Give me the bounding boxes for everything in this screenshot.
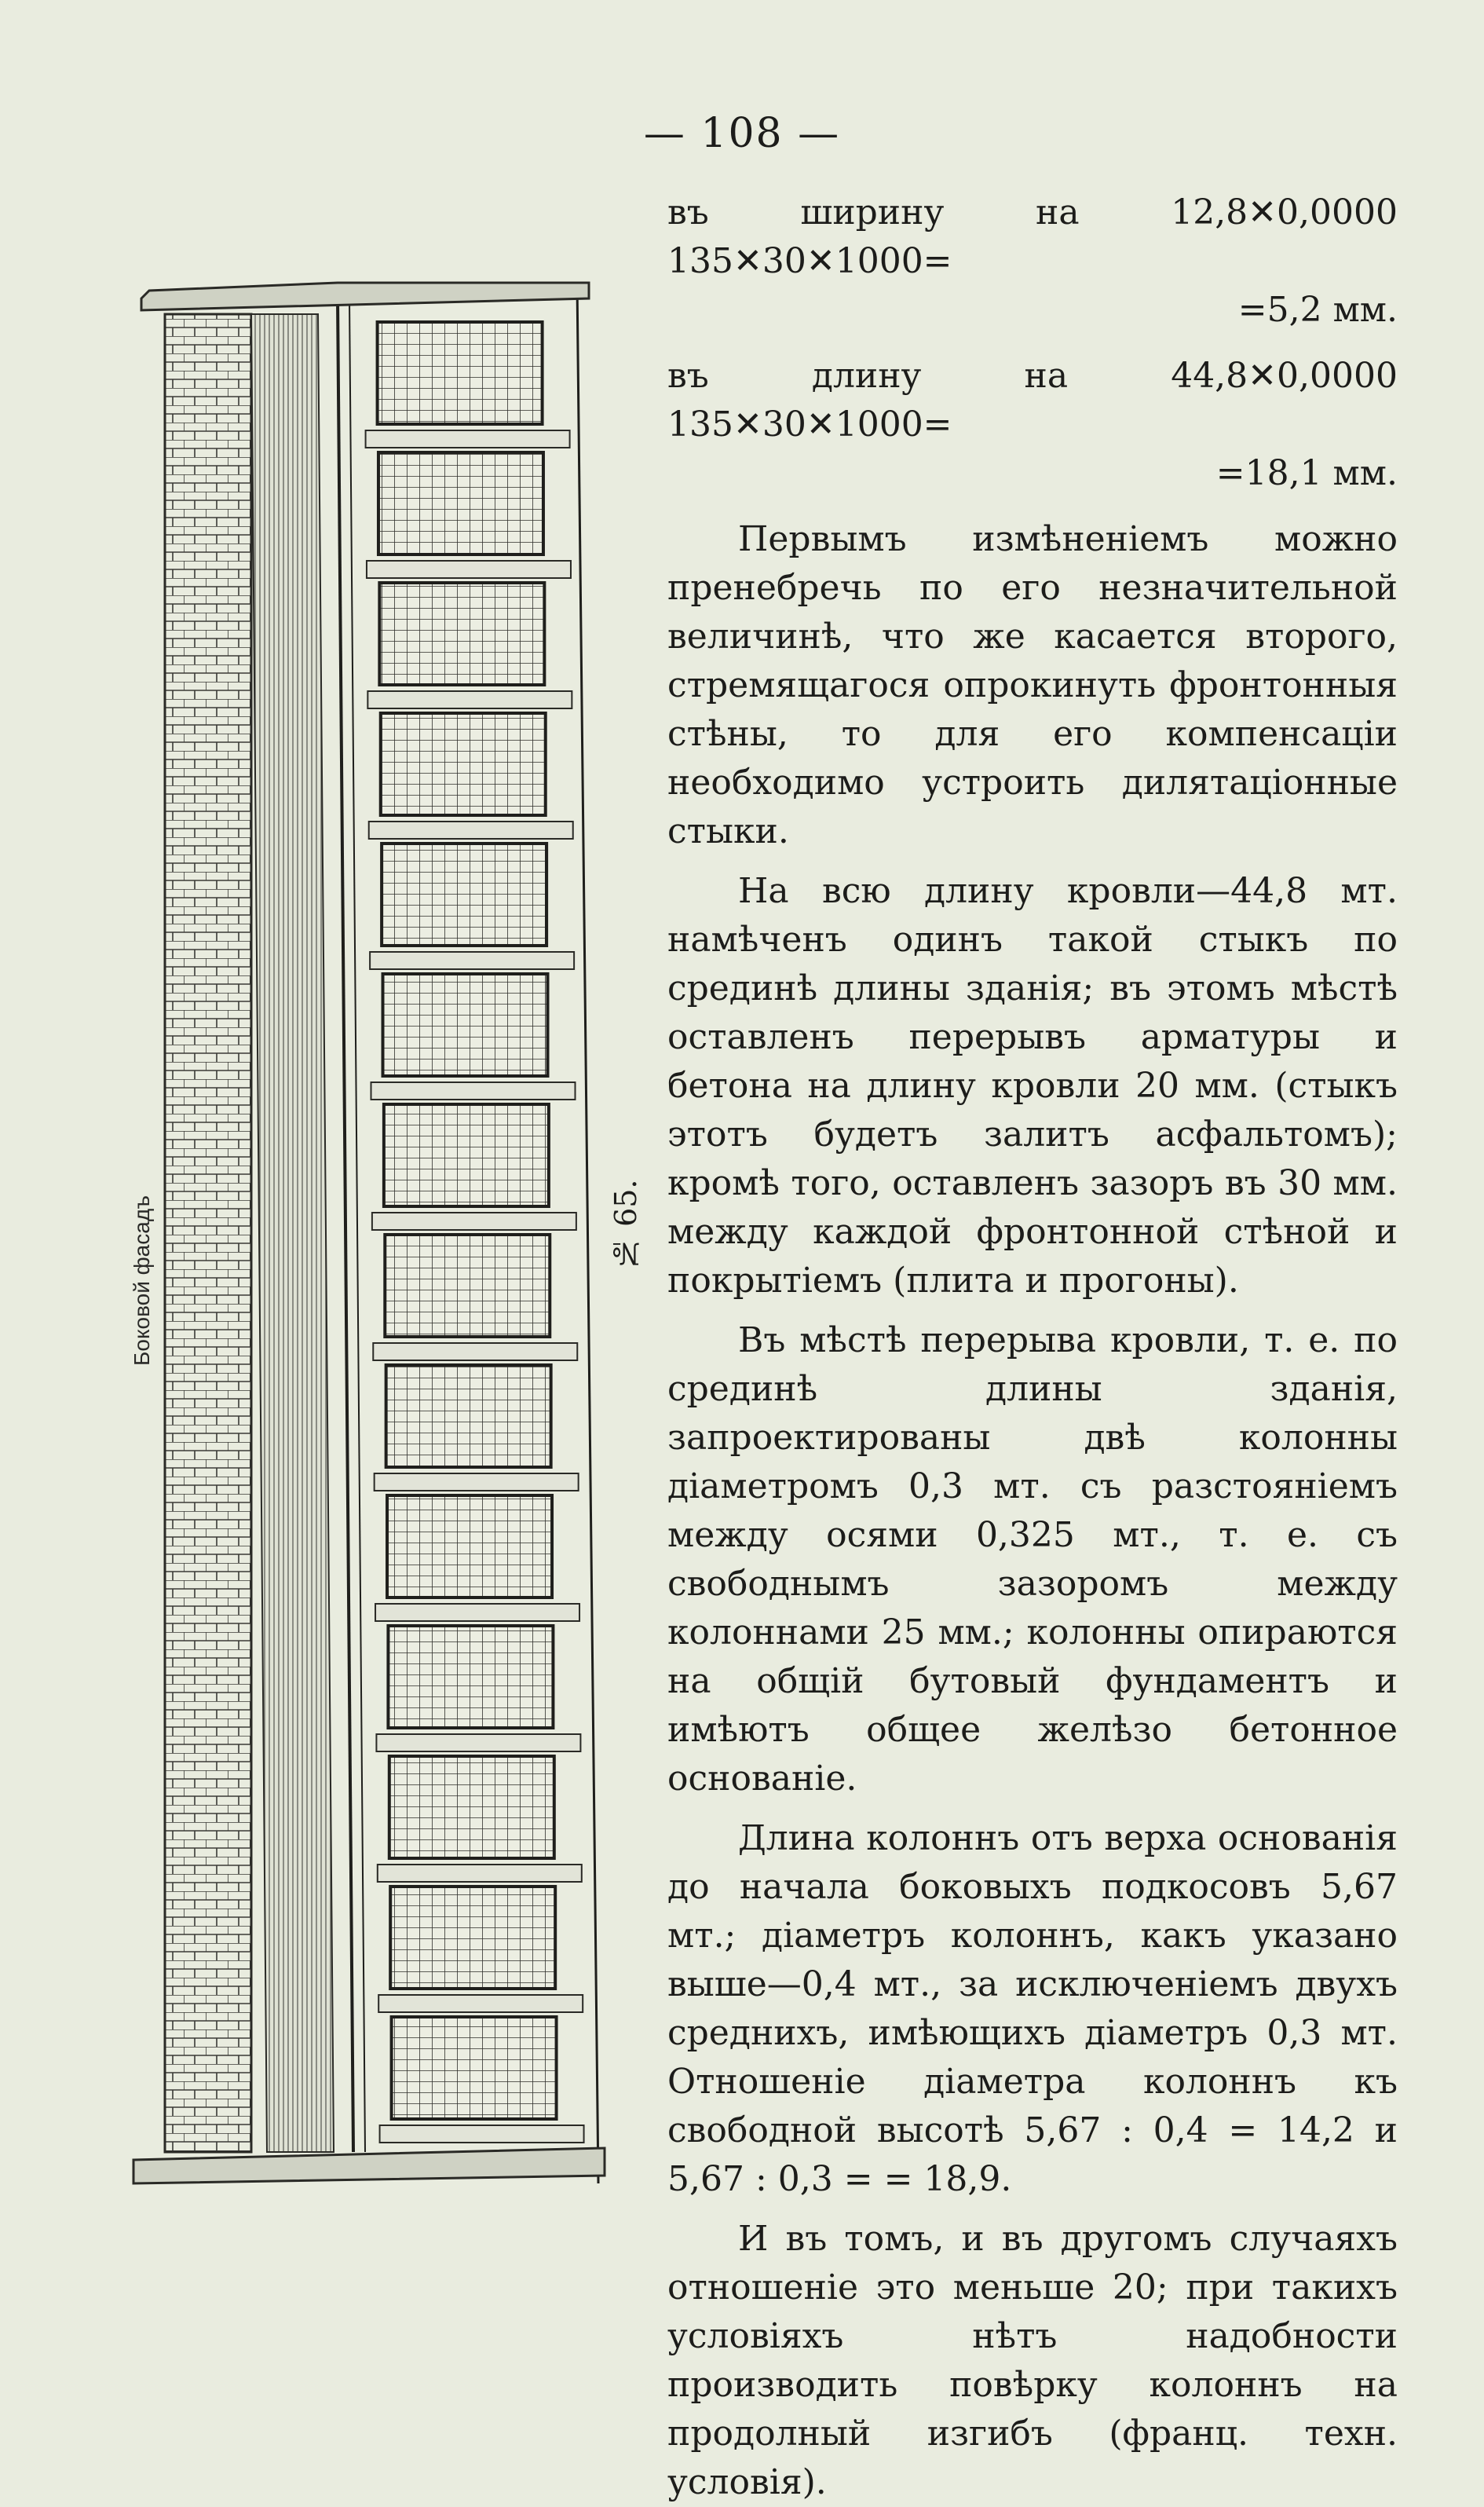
paragraph-2: На всю длину кровли—44,8 мт. намѣченъ одинъ такой стыкъ по срединѣ длины зданія; въ этомъ мѣстѣ оставленъ перерывъ арматуры и бетона на длину кровли 20 мм. (стыкъ этотъ будетъ залитъ асфальтомъ); кромѣ того, оставленъ зазоръ въ 30 мм. между каждой фронтонной стѣной и покрытіемъ (плита и прогоны). [667, 871, 1398, 1301]
facade-beam [378, 1995, 583, 2012]
facade-beam [376, 1734, 580, 1751]
facade-window-panel [379, 583, 544, 685]
facade-window-panel [383, 974, 548, 1076]
facade-window-panel [382, 844, 546, 946]
facade-beam [366, 430, 570, 448]
facade-window-panel [384, 1104, 549, 1206]
facade-beam [378, 1865, 582, 1882]
facade-window-panel [389, 1756, 554, 1858]
paragraph-4: Длина колоннъ отъ верха основанія до начала боковыхъ подкосовъ 5,67 мт.; діаметръ колоннъ, какъ указано выше—0,4 мт., за исключеніемъ двухъ среднихъ, имѣющихъ діаметръ 0,3 мт. Отношеніе діаметра колоннъ къ свободной высотѣ 5,67 : 0,4 = 14,2 и 5,67 : 0,3 = = 18,9. [667, 1818, 1398, 2199]
facade-beam [371, 1082, 576, 1100]
figure-number: № 65. [609, 1179, 643, 1272]
paragraph-1: Первымъ измѣненіемъ можно пренебречь по его незначительной величинѣ, что же касается второго, стремящагося опрокинуть фронтонныя стѣны, то для его компенсаціи необходимо устроить дилятаціонные стыки. [667, 519, 1398, 851]
facade-window-panel [385, 1235, 550, 1337]
facade-window-panel [388, 1626, 553, 1728]
page-number: — 108 — [643, 110, 841, 157]
formula-length-line2: =18,1 мм. [1215, 453, 1398, 493]
facade-window-panel [386, 1365, 551, 1467]
facade-beam [380, 2125, 584, 2143]
facade-beam [369, 822, 573, 839]
facade-beam [367, 691, 572, 708]
facade-beam [370, 952, 574, 969]
facade-window-panel [378, 322, 543, 424]
facade-window-panel [378, 452, 543, 554]
formula-width-line2: =5,2 мм. [1237, 290, 1398, 330]
facade-beam [375, 1473, 579, 1491]
paragraph-3: Въ мѣстѣ перерыва кровли, т. е. по срединѣ длины зданія, запроектированы двѣ колонны діаметромъ 0,3 мт. съ разстояніемъ между осями 0,325 мт., т. е. съ свободнымъ зазоромъ между колоннами 25 мм.; колонны опираются на общій бутовый фундаментъ и имѣютъ общее желѣзо бетонное основаніе. [667, 1320, 1398, 1799]
figure-caption-vertical: Боковой фасадъ [130, 1195, 154, 1366]
facade-beam [375, 1604, 579, 1621]
paragraph-5: И въ томъ, и въ другомъ случаяхъ отношеніе это меньше 20; при такихъ условіяхъ нѣтъ надобности производить повѣрку колоннъ на продолный изгибъ (франц. техн. условія). [667, 2219, 1398, 2502]
facade-beam [373, 1343, 577, 1360]
facade-window-panel [387, 1495, 552, 1598]
side-facade-drawing [118, 267, 636, 2191]
body-text [667, 188, 1398, 2507]
facade-window-panel [381, 713, 546, 815]
facade-beam [372, 1213, 576, 1230]
facade-beam [367, 561, 571, 578]
formula-length-line1: въ длину на 44,8✕0,0000 135✕30✕1000= [667, 356, 1398, 445]
facade-window-panel [390, 1887, 555, 1989]
facade-window-panel [392, 2017, 557, 2119]
formula-width-line1: въ ширину на 12,8✕0,0000 135✕30✕1000= [667, 192, 1398, 281]
